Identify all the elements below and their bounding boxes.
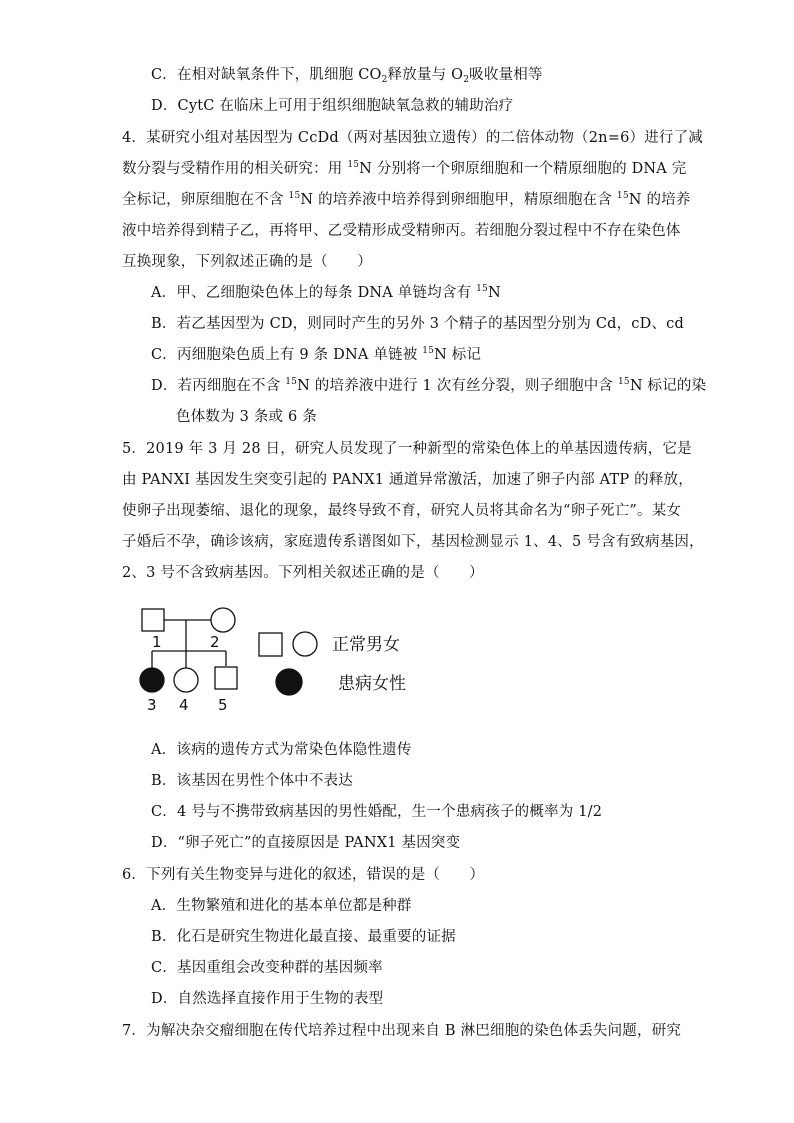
q4-stem-line3: 全标记，卵原细胞在不含 $^{15}$N 的培养液中培养得到卵细胞甲，精原细胞在含 $^{15}$N 的培养 <box>122 191 691 208</box>
q5-option-b: B．该基因在男性个体中不表达 <box>151 773 353 789</box>
legend-normal-female-icon <box>293 632 317 656</box>
q4-option-c: C．丙细胞染色质上有 9 条 DNA 单链被 $^{15}$N 标记 <box>151 346 482 363</box>
q5-option-a: A．该病的遗传方式为常染色体隐性遗传 <box>151 742 412 758</box>
q6-option-c: C．基因重组会改变种群的基因频率 <box>151 960 383 976</box>
q5-stem-line3: 使卵子出现萎缩、退化的现象，最终导致不育，研究人员将其命名为“卵子死亡”。某女 <box>122 503 682 519</box>
q4-option-d-line2: 色体数为 3 条或 6 条 <box>176 409 317 425</box>
q4-stem-line2: 数分裂与受精作用的相关研究：用 $^{15}$N 分别将一个卵原细胞和一个精原细胞的 DNA 完 <box>122 160 687 177</box>
pedigree-label-4: 4 <box>179 696 189 714</box>
q5-stem-line1: 5．2019 年 3 月 28 日，研究人员发现了一种新型的常染色体上的单基因遗传病，它是 <box>122 441 692 457</box>
pedigree-individual-2 <box>211 608 235 632</box>
q3-option-c: C．在相对缺氧条件下，肌细胞 $CO_2$释放量与 $O_2$吸收量相等 <box>151 67 543 85</box>
q6-option-b: B．化石是研究生物进化最直接、最重要的证据 <box>151 929 456 945</box>
pedigree-chart <box>122 600 432 720</box>
q4-option-d-line1: D．若丙细胞在不含 $^{15}$N 的培养液中进行 1 次有丝分裂，则子细胞中含 $^{15}$N 标记的染 <box>151 377 707 394</box>
pedigree-label-3: 3 <box>147 696 157 714</box>
q5-stem-line5: 2、3 号不含致病基因。下列相关叙述正确的是（ ） <box>122 565 484 581</box>
legend-affected-female-icon <box>276 669 302 695</box>
legend-affected-label: 患病女性 <box>338 674 406 694</box>
pedigree-individual-1 <box>142 609 164 631</box>
pedigree-individual-4 <box>174 668 198 692</box>
q5-option-c: C．4 号与不携带致病基因的男性婚配，生一个患病孩子的概率为 1/2 <box>151 804 603 820</box>
q6-stem: 6．下列有关生物变异与进化的叙述，错误的是（ ） <box>122 867 485 883</box>
q5-option-d: D．“卵子死亡”的直接原因是 PANX1 基因突变 <box>151 835 461 851</box>
pedigree-label-5: 5 <box>218 696 228 714</box>
q6-option-a: A．生物繁殖和进化的基本单位都是种群 <box>151 898 412 914</box>
pedigree-individual-3 <box>140 668 164 692</box>
q5-stem-line4: 子婚后不孕，确诊该病，家庭遗传系谱图如下，基因检测显示 1、4、5 号含有致病基因， <box>122 534 704 550</box>
q7-stem-line1: 7．为解决杂交瘤细胞在传代培养过程中出现来自 B 淋巴细胞的染色体丢失问题，研究 <box>122 1023 682 1039</box>
legend-normal-male-icon <box>259 633 282 656</box>
q4-stem-line4: 液中培养得到精子乙，再将甲、乙受精形成受精卵丙。若细胞分裂过程中不存在染色体 <box>122 223 681 239</box>
q6-option-d: D．自然选择直接作用于生物的表型 <box>151 991 384 1007</box>
legend-normal-label: 正常男女 <box>332 635 400 655</box>
pedigree-label-1: 1 <box>152 633 162 651</box>
q5-stem-line2: 由 PANXI 基因发生突变引起的 PANX1 通道异常激活，加速了卵子内部 ATP 的释放， <box>122 472 693 488</box>
q4-option-b: B．若乙基因型为 CD，则同时产生的另外 3 个精子的基因型分别为 Cd，cD、cd <box>151 316 684 332</box>
q4-stem-line1: 4．某研究小组对基因型为 CcDd（两对基因独立遗传）的二倍体动物（2n=6）进行了减 <box>122 130 703 146</box>
q4-stem-line5: 互换现象，下列叙述正确的是（ ） <box>122 254 372 270</box>
pedigree-label-2: 2 <box>210 633 220 651</box>
q3-option-d: D．CytC 在临床上可用于组织细胞缺氧急救的辅助治疗 <box>151 98 514 114</box>
q4-option-a: A．甲、乙细胞染色体上的每条 DNA 单链均含有 $^{15}$N <box>151 284 501 301</box>
pedigree-individual-5 <box>215 667 237 689</box>
